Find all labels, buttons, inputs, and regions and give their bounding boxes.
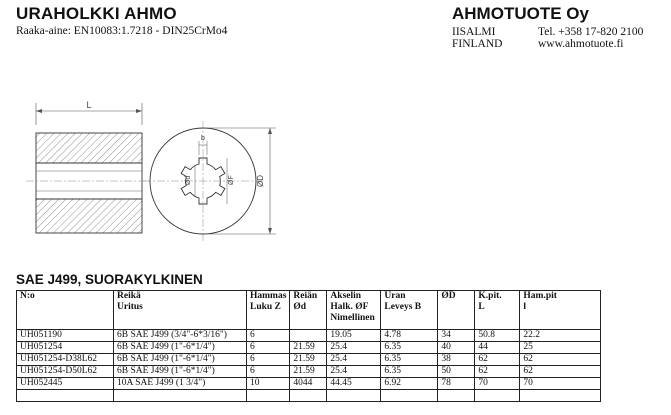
cell-length: 50.8 [475, 330, 520, 342]
table-row [17, 354, 601, 366]
cell-teeth: 6 [247, 366, 290, 378]
cell-shaft: 25.4 [327, 354, 381, 366]
cell-bore [290, 390, 327, 402]
company-line-1 [452, 26, 643, 38]
cell-number [17, 390, 114, 402]
cell-groove: 6.35 [381, 342, 438, 354]
label-d: Ød [185, 175, 192, 185]
col-header-hole: Reikä Uritus [114, 291, 247, 330]
cell-hole: 6B SAE J499 (1"-6*1/4") [114, 354, 247, 366]
table-row [17, 366, 601, 378]
cell-shaft: 25.4 [327, 366, 381, 378]
cell-tooth-length [520, 390, 601, 402]
cell-shaft [327, 390, 381, 402]
cell-number: UH052445 [17, 378, 114, 390]
cell-teeth: 6 [247, 354, 290, 366]
cell-length [475, 390, 520, 402]
material-spec: Raaka-aine: EN10083:1.7218 - DIN25CrMo4 [16, 25, 228, 37]
cell-outer-diameter: 50 [438, 366, 475, 378]
cell-shaft: 19.05 [327, 330, 381, 342]
col-header-bore: Reiän Ød [290, 291, 327, 330]
label-b: b [201, 135, 205, 142]
company-name: AHMOTUOTE Oy [452, 4, 589, 23]
side-section-view [26, 133, 152, 233]
cell-groove: 6.35 [381, 366, 438, 378]
cell-outer-diameter: 34 [438, 330, 475, 342]
cell-hole: 6B SAE J499 (1"-6*1/4") [114, 342, 247, 354]
label-length: L [86, 100, 92, 110]
company-line-2 [452, 38, 643, 50]
cell-hole: 6B SAE J499 (3/4"-6*3/16") [114, 330, 247, 342]
cell-outer-diameter: 78 [438, 378, 475, 390]
company-web[interactable]: www.ahmotuote.fi [538, 38, 624, 50]
cell-tooth-length: 25 [520, 342, 601, 354]
company-city: IISALMI [452, 26, 496, 38]
col-header-groove: Uran Leveys B [381, 291, 438, 330]
product-title: URAHOLKKI AHMO [16, 4, 177, 23]
cell-number: UH051254-D38L62 [17, 354, 114, 366]
cell-tooth-length: 62 [520, 354, 601, 366]
cell-length: 70 [475, 378, 520, 390]
cell-number: UH051254-D50L62 [17, 366, 114, 378]
spec-table [16, 290, 601, 402]
company-phone: Tel. +358 17-820 2100 [538, 26, 644, 38]
cell-outer-diameter [438, 390, 475, 402]
company-block [452, 4, 643, 50]
cell-bore [290, 330, 327, 342]
cell-tooth-length: 22.2 [520, 330, 601, 342]
cell-hole: 6B SAE J499 (1"-6*1/4") [114, 366, 247, 378]
col-header-tooth-length: Ham.pit l [520, 291, 601, 330]
cell-groove: 6.35 [381, 354, 438, 366]
table-row [17, 330, 601, 342]
cell-bore: 21.59 [290, 342, 327, 354]
company-country: FINLAND [452, 38, 503, 50]
cell-teeth [247, 390, 290, 402]
front-view [143, 121, 263, 241]
cell-tooth-length: 62 [520, 366, 601, 378]
dimension-length [36, 100, 142, 125]
table-row-empty [17, 390, 601, 402]
cell-tooth-length: 70 [520, 378, 601, 390]
cell-outer-diameter: 40 [438, 342, 475, 354]
cell-teeth: 10 [247, 378, 290, 390]
cell-length: 62 [475, 366, 520, 378]
col-header-shaft: Akselin Halk. ØF Nimellinen [327, 291, 381, 330]
cell-bore: 4044 [290, 378, 327, 390]
section-title: SAE J499, SUORAKYLKINEN [16, 272, 203, 287]
label-D: ØD [256, 175, 265, 187]
cell-shaft: 44.45 [327, 378, 381, 390]
table-row [17, 342, 601, 354]
col-header-outer-diameter: ØD [438, 291, 475, 330]
cell-number: UH051254 [17, 342, 114, 354]
col-header-number: N:o [17, 291, 114, 330]
col-header-length: K.pit. L [475, 291, 520, 330]
cell-hole [114, 390, 247, 402]
technical-drawing [0, 95, 671, 255]
cell-hole: 10A SAE J499 (1 3/4") [114, 378, 247, 390]
cell-shaft: 25.4 [327, 342, 381, 354]
cell-outer-diameter: 38 [438, 354, 475, 366]
cell-teeth: 6 [247, 342, 290, 354]
cell-length: 62 [475, 354, 520, 366]
cell-teeth: 6 [247, 330, 290, 342]
cell-bore: 21.59 [290, 366, 327, 378]
cell-length: 44 [475, 342, 520, 354]
table-row [17, 378, 601, 390]
spline-profile [143, 121, 263, 241]
cell-bore: 21.59 [290, 354, 327, 366]
table-header-row [17, 291, 601, 330]
cell-number: UH051190 [17, 330, 114, 342]
cell-groove [381, 390, 438, 402]
col-header-teeth: Hammas Luku Z [247, 291, 290, 330]
cell-groove: 4.78 [381, 330, 438, 342]
cell-groove: 6.92 [381, 378, 438, 390]
label-F: ØF [228, 175, 235, 185]
